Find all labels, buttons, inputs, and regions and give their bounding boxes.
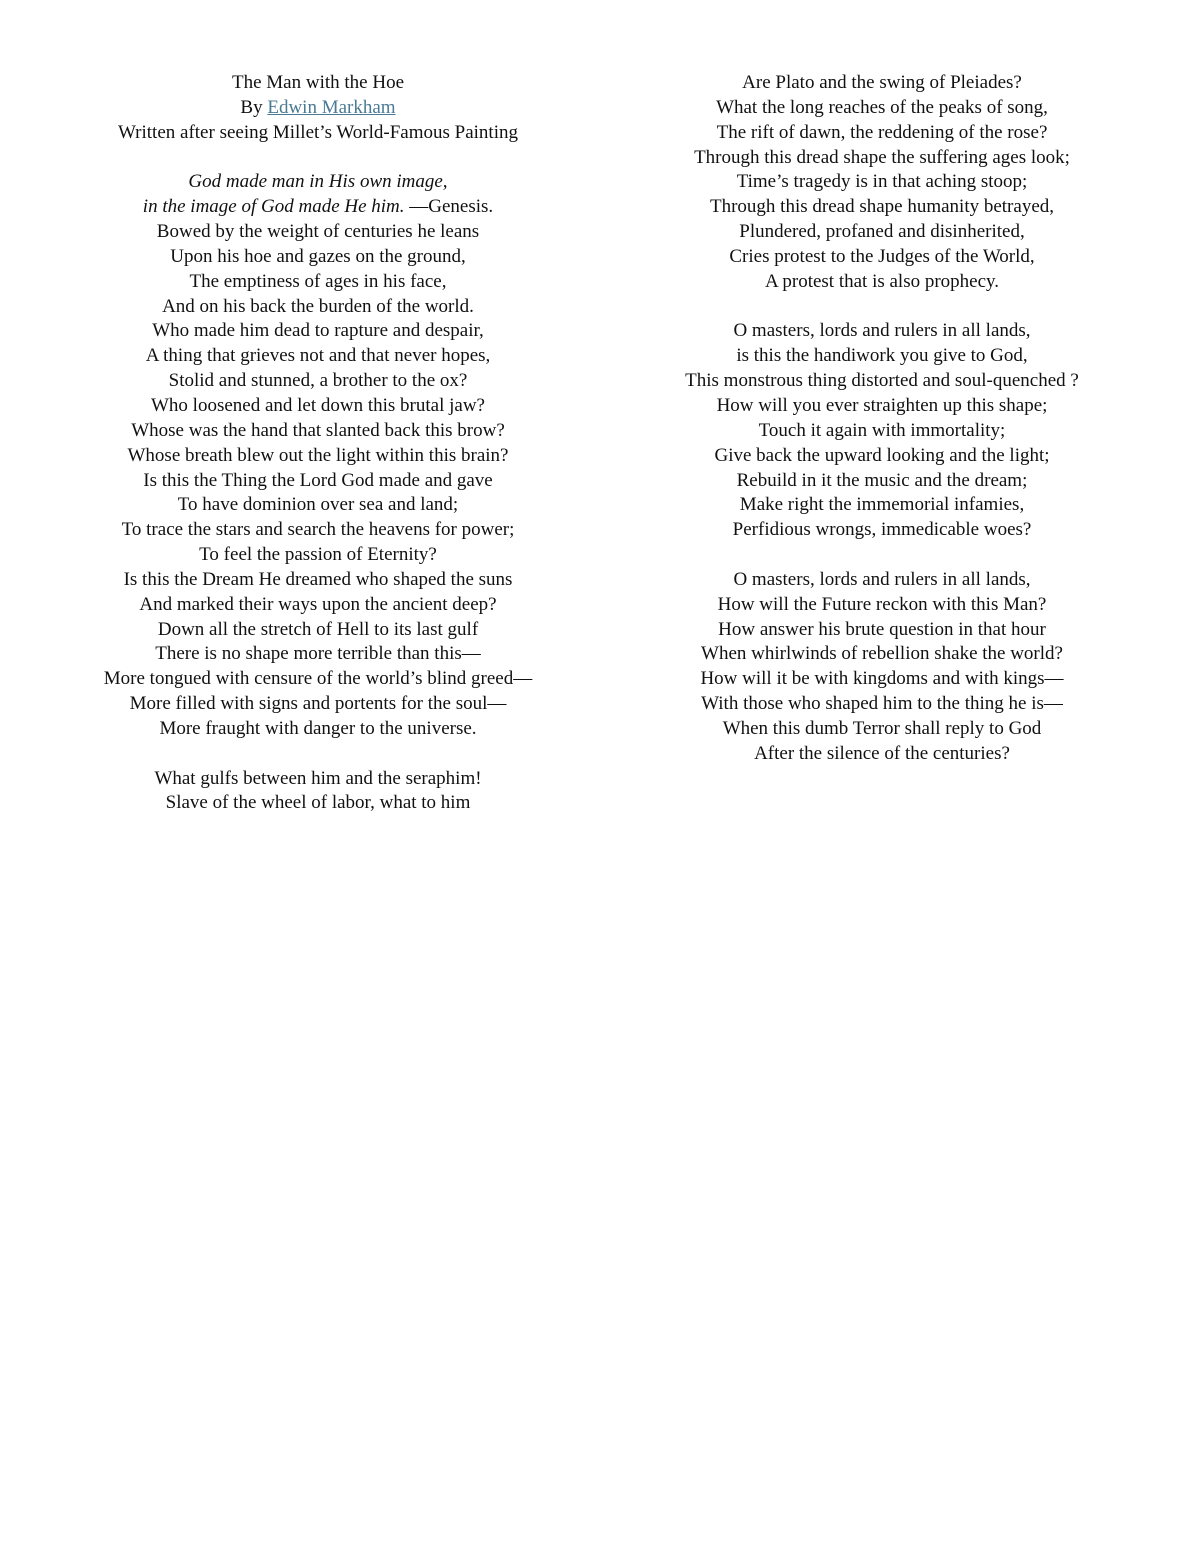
- poem-line: With those who shaped him to the thing he is—: [701, 693, 1063, 715]
- poem-line: Whose was the hand that slanted back this brow?: [131, 419, 505, 441]
- byline: [58, 96, 578, 121]
- poem-line: When this dumb Terror shall reply to God: [722, 717, 1042, 739]
- author-link[interactable]: Edwin Markham: [267, 96, 396, 118]
- stanza: [622, 319, 1142, 543]
- poem-line: Stolid and stunned, a brother to the ox?: [168, 370, 468, 392]
- stanza: [58, 767, 578, 817]
- stanza: [622, 71, 1142, 295]
- poem-line: Touch it again with immortality;: [758, 419, 1006, 441]
- poem-line: O masters, lords and rulers in all lands,: [733, 568, 1031, 590]
- poem-line: When whirlwinds of rebellion shake the world?: [701, 643, 1063, 665]
- poem-line: More filled with signs and portents for the soul—: [129, 693, 507, 715]
- poem-line: Is this the Thing the Lord God made and gave: [143, 469, 493, 491]
- stanza-break: [58, 742, 578, 767]
- poem-line: Cries protest to the Judges of the World,: [729, 245, 1035, 267]
- poem-line: Who loosened and let down this brutal jaw?: [150, 394, 485, 416]
- poem-left-column: [58, 71, 578, 816]
- poem-line: Who made him dead to rapture and despair,: [152, 320, 484, 342]
- poem-line: Down all the stretch of Hell to its last gulf: [157, 618, 479, 640]
- poem-line: And marked their ways upon the ancient deep?: [139, 593, 497, 615]
- poem-line: O masters, lords and rulers in all lands,: [733, 320, 1031, 342]
- poem-line: The emptiness of ages in his face,: [189, 270, 447, 292]
- stanza-break: [622, 295, 1142, 320]
- poem-line: To have dominion over sea and land;: [177, 494, 459, 516]
- poem-title: The Man with the Hoe: [231, 72, 404, 93]
- byline-prefix: By: [240, 96, 268, 118]
- poem-line: Through this dread shape the suffering ages look;: [694, 146, 1070, 168]
- poem-line: The rift of dawn, the reddening of the rose?: [716, 121, 1048, 143]
- poem-line: Time’s tragedy is in that aching stoop;: [736, 171, 1028, 193]
- stanza: [58, 220, 578, 742]
- poem-line: There is no shape more terrible than this—: [155, 643, 481, 665]
- poem-line: is this the handiwork you give to God,: [736, 345, 1028, 367]
- epigraph-source: —Genesis.: [404, 196, 494, 218]
- poem-line: Whose breath blew out the light within this brain?: [127, 444, 509, 466]
- poem-line: Plundered, profaned and disinherited,: [739, 221, 1025, 243]
- poem-subtitle: Written after seeing Millet’s World-Famous Painting: [118, 121, 518, 143]
- poem-line: Through this dread shape humanity betrayed,: [709, 196, 1054, 218]
- poem-line: A thing that grieves not and that never hopes,: [145, 345, 491, 367]
- poem-line: Rebuild in it the music and the dream;: [736, 469, 1028, 491]
- poem-line: After the silence of the centuries?: [754, 742, 1010, 764]
- poem-line: Make right the immemorial infamies,: [739, 494, 1025, 516]
- poem-line: Give back the upward looking and the light;: [714, 444, 1050, 466]
- poem-line: How answer his brute question in that hour: [718, 618, 1046, 640]
- poem-line: Upon his hoe and gazes on the ground,: [170, 245, 466, 267]
- poem-line: To feel the passion of Eternity?: [199, 544, 437, 566]
- stanza: [622, 568, 1142, 767]
- poem-line: And on his back the burden of the world.: [162, 295, 474, 317]
- poem-line: What gulfs between him and the seraphim!: [154, 767, 482, 789]
- poem-right-column: [622, 71, 1142, 767]
- epigraph-line: [58, 195, 578, 220]
- epigraph-quote: in the image of God made He him.: [142, 196, 405, 218]
- stanza-break: [622, 543, 1142, 568]
- poem-line: How will you ever straighten up this shape;: [716, 394, 1048, 416]
- poem-line: How will it be with kingdoms and with kings—: [700, 668, 1064, 690]
- poem-line: Bowed by the weight of centuries he leans: [156, 221, 480, 243]
- epigraph-line: God made man in His own image,: [188, 171, 448, 193]
- poem-line: To trace the stars and search the heavens for power;: [121, 519, 515, 541]
- poem-line: Are Plato and the swing of Pleiades?: [742, 72, 1022, 93]
- poem-line: Perfidious wrongs, immedicable woes?: [732, 519, 1032, 541]
- poem-line: Is this the Dream He dreamed who shaped the suns: [123, 568, 513, 590]
- poem-line: This monstrous thing distorted and soul-quenched ?: [685, 370, 1079, 392]
- poem-line: Slave of the wheel of labor, what to him: [165, 792, 471, 814]
- poem-line: How will the Future reckon with this Man?: [717, 593, 1047, 615]
- poem-line: A protest that is also prophecy.: [764, 270, 1000, 292]
- poem-line: What the long reaches of the peaks of song,: [716, 96, 1048, 118]
- poem-line: More fraught with danger to the universe.: [159, 717, 477, 739]
- poem-line: More tongued with censure of the world’s blind greed—: [103, 668, 533, 690]
- stanza-break: [58, 146, 578, 171]
